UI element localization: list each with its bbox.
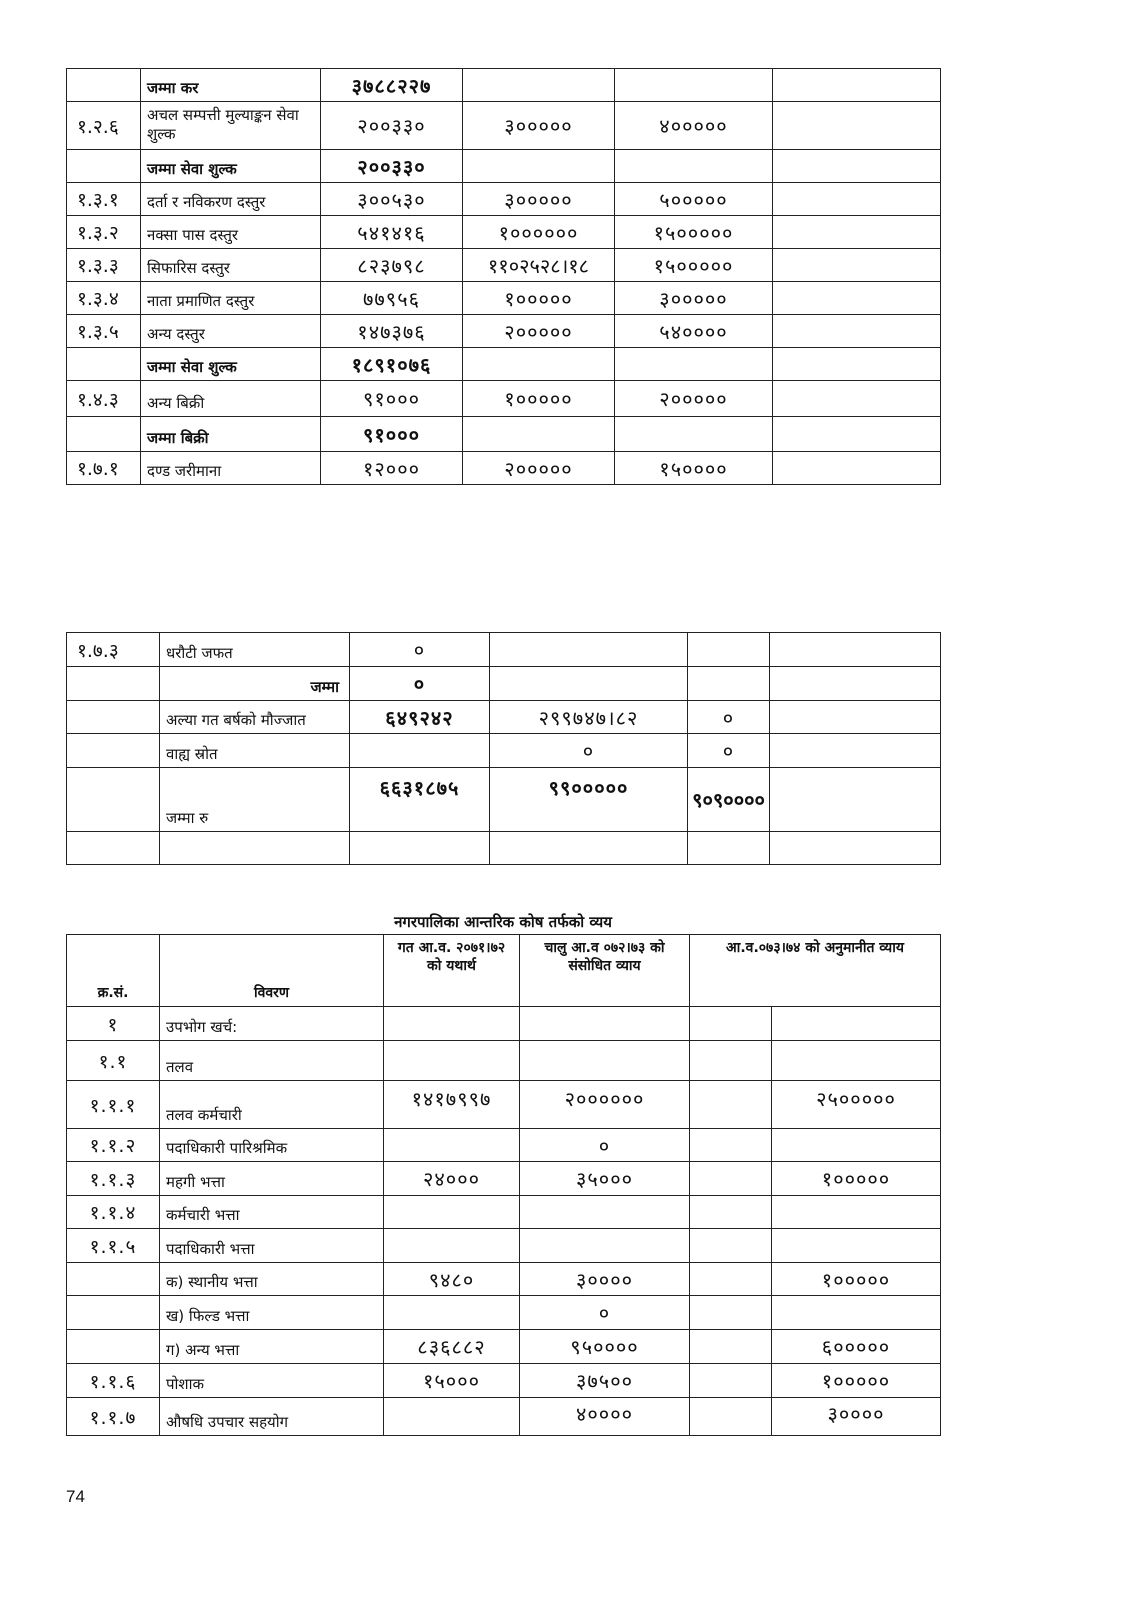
- value-cell: ८३६८८२: [384, 1330, 520, 1364]
- code-cell: [67, 1263, 160, 1296]
- table-row: [67, 1196, 941, 1229]
- value-cell: [384, 1398, 520, 1436]
- value-cell: २००३३०: [321, 150, 463, 183]
- page-number: 74: [66, 1487, 85, 1506]
- table-row: [67, 417, 941, 452]
- code-cell: १.७.१: [67, 452, 141, 485]
- table-row: [67, 667, 941, 701]
- empty-cell: [67, 832, 160, 865]
- value-cell: १५०००: [384, 1364, 520, 1398]
- code-cell: १.१.७: [67, 1398, 160, 1436]
- table-row: [67, 1129, 941, 1162]
- table-row: [67, 1007, 941, 1041]
- code-cell: [67, 768, 160, 832]
- code-cell: [67, 348, 141, 381]
- value-cell: [770, 768, 941, 832]
- desc-cell: क) स्थानीय भत्ता: [160, 1263, 384, 1296]
- value-cell: ९९०००००: [490, 768, 688, 832]
- value-cell: [615, 417, 773, 452]
- table-row: [67, 768, 941, 832]
- code-cell: १.३.२: [67, 216, 141, 249]
- desc-cell: नक्सा पास दस्तुर: [141, 216, 321, 249]
- current-year-header: चालु आ.व ०७२।७३ को संसोधित व्याय: [520, 935, 690, 1007]
- prev-year-header: गत आ.व. २०७१।७२ को यथार्थ: [384, 935, 520, 1007]
- value-cell: ०: [688, 701, 770, 734]
- value-cell: २००००००: [520, 1081, 690, 1129]
- code-cell: १.१.३: [67, 1162, 160, 1196]
- code-cell: [67, 69, 141, 102]
- table-row: [67, 1229, 941, 1263]
- value-cell: [772, 1229, 941, 1263]
- value-cell: [490, 667, 688, 701]
- table-row: [67, 1364, 941, 1398]
- value-cell: ०: [350, 633, 490, 667]
- value-cell: [773, 102, 941, 150]
- code-cell: [67, 701, 160, 734]
- value-cell: ६४९२४२: [350, 701, 490, 734]
- value-cell: [615, 150, 773, 183]
- value-cell: ३००००: [772, 1398, 941, 1436]
- empty-cell: [350, 832, 490, 865]
- value-cell: [773, 249, 941, 282]
- desc-cell: पदाधिकारी भत्ता: [160, 1229, 384, 1263]
- value-cell: [772, 1296, 941, 1330]
- value-cell: [384, 1007, 520, 1041]
- value-cell: ९४८०: [384, 1263, 520, 1296]
- desc-cell: जम्मा सेवा शुल्क: [141, 150, 321, 183]
- value-cell: २५०००००: [772, 1081, 941, 1129]
- code-cell: १.१: [67, 1041, 160, 1081]
- empty-cell: [160, 832, 350, 865]
- table-row: [67, 1263, 941, 1296]
- code-cell: [67, 734, 160, 768]
- value-cell: १५०००००: [615, 216, 773, 249]
- value-cell: [690, 1196, 772, 1229]
- value-cell: [773, 315, 941, 348]
- value-cell: ३७८८२२७: [321, 69, 463, 102]
- desc-cell: उपभोग खर्च:: [160, 1007, 384, 1041]
- value-cell: ७७९५६: [321, 282, 463, 315]
- value-cell: [690, 1041, 772, 1081]
- code-cell: १.३.१: [67, 183, 141, 216]
- value-cell: [463, 69, 615, 102]
- value-cell: ६०००००: [772, 1330, 941, 1364]
- value-cell: १८९१०७६: [321, 348, 463, 381]
- value-cell: [384, 1129, 520, 1162]
- value-cell: [772, 1196, 941, 1229]
- desc-cell: नाता प्रमाणित दस्तुर: [141, 282, 321, 315]
- value-cell: [690, 1229, 772, 1263]
- desc-cell: धरौटी जफत: [160, 633, 350, 667]
- table-row: [67, 701, 941, 734]
- value-cell: [384, 1296, 520, 1330]
- value-cell: [690, 1398, 772, 1436]
- table-row: [67, 216, 941, 249]
- code-cell: १: [67, 1007, 160, 1041]
- table-row: [67, 150, 941, 183]
- empty-cell: [688, 832, 770, 865]
- expense-table: [66, 934, 941, 1436]
- code-cell: [67, 150, 141, 183]
- value-cell: [690, 1129, 772, 1162]
- value-cell: [463, 348, 615, 381]
- value-cell: ९५००००: [520, 1330, 690, 1364]
- value-cell: [772, 1007, 941, 1041]
- desc-cell: जम्मा: [160, 667, 350, 701]
- value-cell: १०००००: [772, 1263, 941, 1296]
- value-cell: [520, 1229, 690, 1263]
- value-cell: [615, 69, 773, 102]
- value-cell: [690, 1162, 772, 1196]
- table-row: [67, 102, 941, 150]
- code-cell: १.१.६: [67, 1364, 160, 1398]
- balance-table: [66, 632, 941, 865]
- value-cell: [772, 1041, 941, 1081]
- value-cell: [690, 1364, 772, 1398]
- value-cell: [773, 452, 941, 485]
- revenue-table: [66, 68, 941, 485]
- value-cell: १०००००: [772, 1364, 941, 1398]
- value-cell: ३००००: [520, 1263, 690, 1296]
- table-row: [67, 1081, 941, 1129]
- desc-cell: अन्य दस्तुर: [141, 315, 321, 348]
- table-row: [67, 249, 941, 282]
- value-cell: १४१७९९७: [384, 1081, 520, 1129]
- code-cell: [67, 417, 141, 452]
- value-cell: ३०००००: [615, 282, 773, 315]
- desc-cell: दर्ता र नविकरण दस्तुर: [141, 183, 321, 216]
- value-cell: २०००००: [463, 452, 615, 485]
- table-row: [67, 1398, 941, 1436]
- value-cell: [520, 1041, 690, 1081]
- value-cell: [690, 1330, 772, 1364]
- value-cell: [490, 633, 688, 667]
- code-cell: [67, 667, 160, 701]
- desc-cell: जम्मा सेवा शुल्क: [141, 348, 321, 381]
- value-cell: [773, 69, 941, 102]
- value-cell: ९१०००: [321, 381, 463, 417]
- table-row: [67, 633, 941, 667]
- value-cell: ६६३१८७५: [350, 768, 490, 832]
- estimate-header: आ.व.०७३।७४ को अनुमानीत व्याय: [690, 935, 941, 1007]
- value-cell: २४०००: [384, 1162, 520, 1196]
- value-cell: १०००००: [772, 1162, 941, 1196]
- desc-cell: कर्मचारी भत्ता: [160, 1196, 384, 1229]
- table-row: [67, 1041, 941, 1081]
- desc-cell: जम्मा रु: [160, 768, 350, 832]
- value-cell: ३००५३०: [321, 183, 463, 216]
- value-cell: [690, 1296, 772, 1330]
- code-cell: १.४.३: [67, 381, 141, 417]
- desc-cell: वाह्य स्रोत: [160, 734, 350, 768]
- desc-header: विवरण: [160, 935, 384, 1007]
- desc-cell: औषधि उपचार सहयोग: [160, 1398, 384, 1436]
- value-cell: [463, 150, 615, 183]
- empty-cell: [770, 832, 941, 865]
- value-cell: ११०२५२८।१८: [463, 249, 615, 282]
- value-cell: [773, 216, 941, 249]
- table-row: [67, 832, 941, 865]
- value-cell: ०: [688, 734, 770, 768]
- value-cell: १५०००००: [615, 249, 773, 282]
- value-cell: २००३३०: [321, 102, 463, 150]
- code-cell: १.३.४: [67, 282, 141, 315]
- value-cell: [773, 417, 941, 452]
- value-cell: [773, 381, 941, 417]
- desc-cell: तलव: [160, 1041, 384, 1081]
- desc-cell: जम्मा कर: [141, 69, 321, 102]
- value-cell: ०: [490, 734, 688, 768]
- code-cell: १.१.४: [67, 1196, 160, 1229]
- value-cell: [770, 667, 941, 701]
- value-cell: २०००००: [615, 381, 773, 417]
- code-cell: १.१.२: [67, 1129, 160, 1162]
- code-cell: १.७.३: [67, 633, 160, 667]
- desc-cell: जम्मा बिक्री: [141, 417, 321, 452]
- code-cell: १.१.१: [67, 1081, 160, 1129]
- value-cell: ३०००००: [463, 183, 615, 216]
- value-cell: १०००००: [463, 282, 615, 315]
- code-cell: १.२.६: [67, 102, 141, 150]
- desc-cell: पोशाक: [160, 1364, 384, 1398]
- value-cell: ३७५००: [520, 1364, 690, 1398]
- table-row: [67, 69, 941, 102]
- table-row: [67, 452, 941, 485]
- table-row: [67, 282, 941, 315]
- value-cell: [463, 417, 615, 452]
- value-cell: १४७३७६: [321, 315, 463, 348]
- value-cell: ५४१४१६: [321, 216, 463, 249]
- value-cell: [520, 1007, 690, 1041]
- desc-cell: अल्या गत बर्षको मौज्जात: [160, 701, 350, 734]
- table-row: [67, 381, 941, 417]
- value-cell: १२०००: [321, 452, 463, 485]
- value-cell: [384, 1041, 520, 1081]
- value-cell: [520, 1196, 690, 1229]
- value-cell: ०: [350, 667, 490, 701]
- expense-table-title: नगरपालिका आन्तरिक कोष तर्फको व्यय: [394, 913, 612, 931]
- value-cell: [770, 734, 941, 768]
- value-cell: १००००००: [463, 216, 615, 249]
- value-cell: [773, 183, 941, 216]
- value-cell: [690, 1263, 772, 1296]
- desc-cell: दण्ड जरीमाना: [141, 452, 321, 485]
- value-cell: [615, 348, 773, 381]
- value-cell: [773, 150, 941, 183]
- table-row: [67, 1330, 941, 1364]
- table-row: [67, 734, 941, 768]
- value-cell: ४००००: [520, 1398, 690, 1436]
- table-row: [67, 1162, 941, 1196]
- value-cell: [688, 633, 770, 667]
- desc-cell: सिफारिस दस्तुर: [141, 249, 321, 282]
- desc-cell: पदाधिकारी पारिश्रमिक: [160, 1129, 384, 1162]
- value-cell: [770, 701, 941, 734]
- value-cell: १०००००: [463, 381, 615, 417]
- sn-header: क्र.सं.: [67, 935, 160, 1007]
- value-cell: [384, 1196, 520, 1229]
- desc-cell: तलव कर्मचारी: [160, 1081, 384, 1129]
- value-cell: ०: [520, 1129, 690, 1162]
- value-cell: [688, 667, 770, 701]
- code-cell: [67, 1330, 160, 1364]
- value-cell: [384, 1229, 520, 1263]
- value-cell: १५००००: [615, 452, 773, 485]
- value-cell: [690, 1081, 772, 1129]
- value-cell: [770, 633, 941, 667]
- value-cell: ०: [520, 1296, 690, 1330]
- desc-cell: अन्य बिक्री: [141, 381, 321, 417]
- table-header-row: [67, 935, 941, 1007]
- value-cell: ३५०००: [520, 1162, 690, 1196]
- value-cell: ५४००००: [615, 315, 773, 348]
- value-cell: [690, 1007, 772, 1041]
- table-row: [67, 183, 941, 216]
- value-cell: ९०९००००: [688, 768, 770, 832]
- value-cell: ४०००००: [615, 102, 773, 150]
- value-cell: ५०००००: [615, 183, 773, 216]
- code-cell: [67, 1296, 160, 1330]
- value-cell: [773, 348, 941, 381]
- value-cell: २०००००: [463, 315, 615, 348]
- value-cell: ८२३७९८: [321, 249, 463, 282]
- empty-cell: [490, 832, 688, 865]
- code-cell: १.३.३: [67, 249, 141, 282]
- table-row: [67, 315, 941, 348]
- value-cell: २९९७४७।८२: [490, 701, 688, 734]
- value-cell: [773, 282, 941, 315]
- desc-cell: महगी भत्ता: [160, 1162, 384, 1196]
- value-cell: [772, 1129, 941, 1162]
- table-row: [67, 1296, 941, 1330]
- desc-cell: ग) अन्य भत्ता: [160, 1330, 384, 1364]
- code-cell: १.१.५: [67, 1229, 160, 1263]
- desc-cell: अचल सम्पत्ती मुल्याङ्कन सेवा शुल्क: [141, 102, 321, 150]
- value-cell: ३०००००: [463, 102, 615, 150]
- code-cell: १.३.५: [67, 315, 141, 348]
- value-cell: [350, 734, 490, 768]
- desc-cell: ख) फिल्ड भत्ता: [160, 1296, 384, 1330]
- value-cell: ९१०००: [321, 417, 463, 452]
- table-row: [67, 348, 941, 381]
